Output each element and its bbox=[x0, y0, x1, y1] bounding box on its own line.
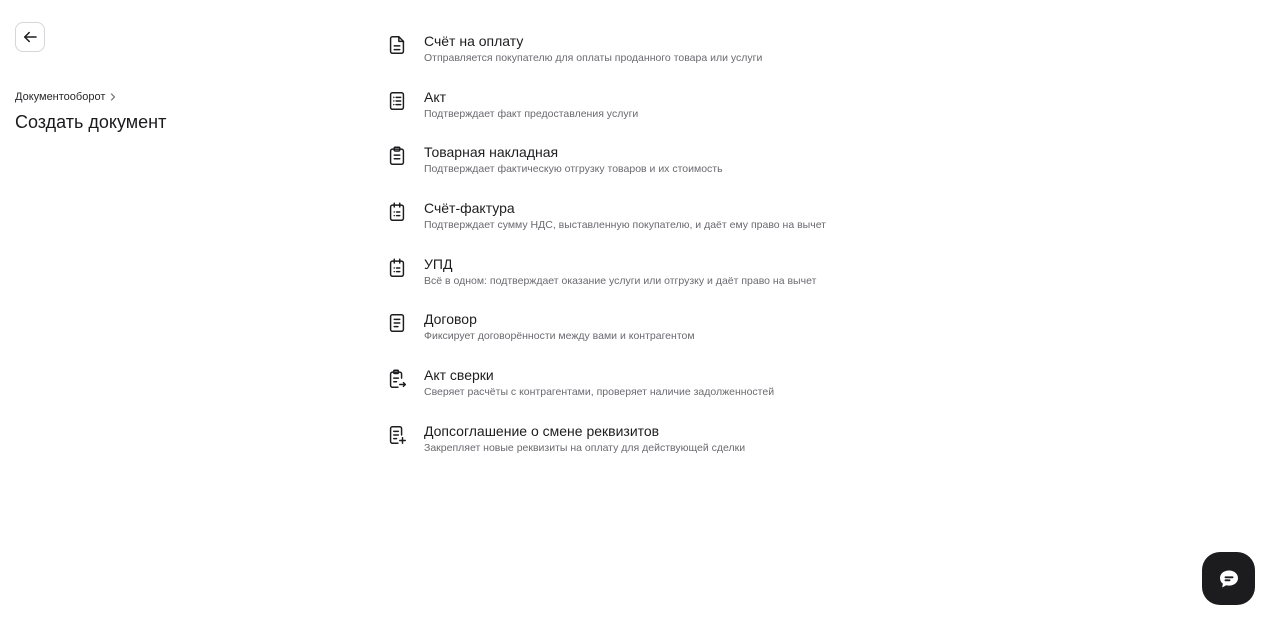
back-button[interactable] bbox=[15, 22, 45, 52]
clipboard-arrow-icon bbox=[386, 368, 408, 390]
document-description: Отправляется покупателю для оплаты проданного товара или услуги bbox=[424, 52, 763, 64]
document-item-invoice[interactable] bbox=[386, 32, 906, 88]
document-description: Закрепляет новые реквизиты на оплату для действующей сделки bbox=[424, 441, 746, 454]
document-title: Акт bbox=[424, 88, 447, 105]
document-type-list bbox=[386, 32, 906, 478]
chat-button[interactable] bbox=[1202, 552, 1255, 605]
page-title: Создать документ bbox=[15, 112, 167, 132]
clipboard-check-icon bbox=[386, 257, 408, 279]
breadcrumb bbox=[15, 91, 117, 103]
document-description: Фиксирует договорённости между вами и контрагентом bbox=[424, 330, 695, 343]
document-icon bbox=[386, 34, 408, 56]
document-title: Товарная накладная bbox=[424, 144, 559, 161]
document-description: Всё в одном: подтверждает оказание услуги или отгрузку и даёт право на вычет bbox=[424, 274, 817, 287]
clipboard-icon bbox=[386, 145, 408, 167]
document-item-act[interactable] bbox=[386, 88, 906, 144]
clipboard-check-icon bbox=[386, 201, 408, 223]
chevron-right-icon bbox=[109, 93, 117, 101]
document-item-contract[interactable] bbox=[386, 310, 906, 366]
breadcrumb-link-documents[interactable]: Документооборот bbox=[15, 91, 106, 103]
contract-icon bbox=[386, 312, 408, 334]
document-item-supplementary-agreement[interactable] bbox=[386, 422, 906, 478]
document-item-reconciliation-act[interactable] bbox=[386, 366, 906, 422]
document-title: Счёт-фактура bbox=[424, 200, 515, 217]
document-title: УПД bbox=[424, 255, 453, 272]
document-description: Подтверждает фактическую отгрузку товаров и их стоимость bbox=[424, 163, 723, 176]
document-title: Акт сверки bbox=[424, 367, 494, 384]
document-item-upd[interactable] bbox=[386, 255, 906, 311]
chat-icon bbox=[1216, 566, 1242, 592]
document-title: Договор bbox=[424, 311, 477, 328]
document-item-waybill[interactable] bbox=[386, 143, 906, 199]
document-title: Допсоглашение о смене реквизитов bbox=[424, 422, 660, 439]
checklist-document-icon bbox=[386, 90, 408, 112]
document-title: Счёт на оплату bbox=[424, 33, 524, 49]
document-plus-icon bbox=[386, 424, 408, 446]
document-description: Сверяет расчёты с контрагентами, проверяет наличие задолженностей bbox=[424, 386, 775, 399]
document-description: Подтверждает сумму НДС, выставленную покупателю, и даёт ему право на вычет bbox=[424, 219, 826, 232]
arrow-left-icon bbox=[21, 28, 39, 46]
document-description: Подтверждает факт предоставления услуги bbox=[424, 107, 639, 120]
document-item-vat-invoice[interactable] bbox=[386, 199, 906, 255]
